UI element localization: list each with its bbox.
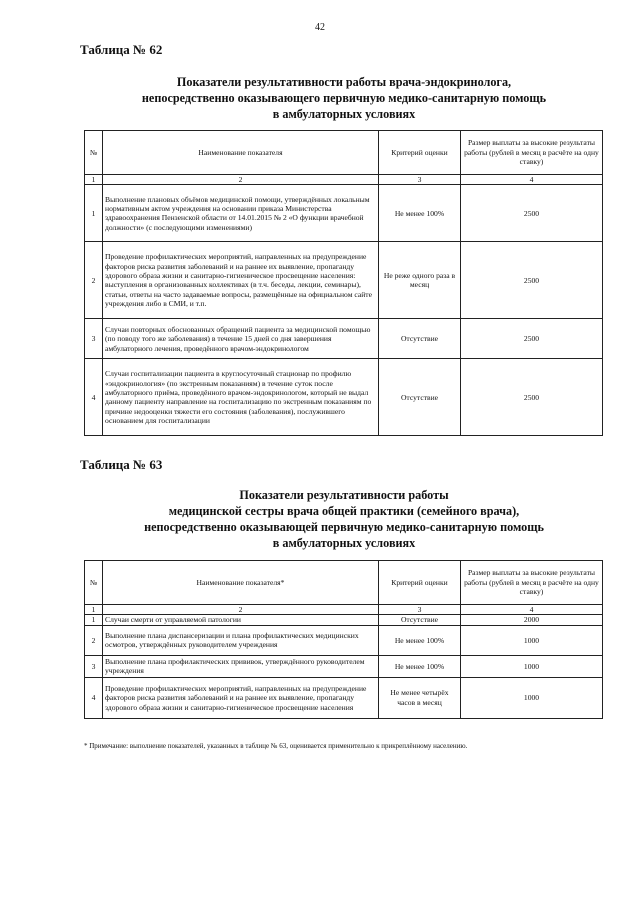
row-payment: 2500 <box>461 359 603 436</box>
row-criterion: Не менее 100% <box>379 655 461 677</box>
table-row <box>85 185 603 242</box>
row-criterion: Отсутствие <box>379 319 461 359</box>
col-index: 4 <box>461 175 603 185</box>
row-name: Выполнение плана диспансеризации и плана профилактических медицинских осмотров, утверждённых руководителем учреждения <box>103 625 379 655</box>
row-payment: 2500 <box>461 242 603 319</box>
caption-line: Показатели результативности работы врача-эндокринолога, <box>176 75 512 89</box>
table-63-caption <box>84 487 604 551</box>
table-63-heading: Таблица № 63 <box>80 457 163 472</box>
col-header-num: № <box>85 561 103 605</box>
col-header-name: Наименование показателя* <box>103 561 379 605</box>
col-header-criterion: Критерий оценки <box>379 561 461 605</box>
row-num: 3 <box>85 655 103 677</box>
row-name: Случаи повторных обоснованных обращений пациента за медицинской помощью (по поводу того же заболевания) в течение 15 дней со дня завершения амбулаторного лечения, проведённого врачом-эндокринологом <box>103 319 379 359</box>
row-criterion: Отсутствие <box>379 359 461 436</box>
col-index: 3 <box>379 175 461 185</box>
row-name: Выполнение плановых объёмов медицинской помощи, утверждённых локальным нормативным актом учреждения на основании приказа Министерства здравоохранения Пензенской области от 14.01.2015 № 2 «О функции врачебной должности» (с последующими изменениями) <box>103 185 379 242</box>
row-name: Случаи смерти от управляемой патологии <box>103 615 379 625</box>
row-payment: 2000 <box>461 615 603 625</box>
row-num: 3 <box>85 319 103 359</box>
row-payment: 1000 <box>461 655 603 677</box>
row-criterion: Не менее 100% <box>379 625 461 655</box>
row-criterion: Не менее 100% <box>379 185 461 242</box>
row-criterion: Не менее четырёх часов в месяц <box>379 677 461 718</box>
table-63 <box>84 560 603 719</box>
footnote: * Примечание: выполнение показателей, указанных в таблице № 63, оценивается применительно к прикреплённому населению. <box>84 742 468 750</box>
column-index-row <box>85 175 603 185</box>
column-index-row <box>85 605 603 615</box>
table-header-row <box>85 561 603 605</box>
row-num: 1 <box>85 185 103 242</box>
row-name: Проведение профилактических мероприятий, направленных на предупреждение факторов риска развития заболеваний и на раннее их выявление, пропаганду здорового образа жизни и санитарно-гигиеническое просвещение населения: выступления в организованных коллективах (в т.ч. беседы, лекции, семинары), статьи, ответы на часто задаваемые вопросы, размещённые на официальном сайте учреждения либо в СМИ, и т.п. <box>103 242 379 319</box>
page-number: 42 <box>315 22 325 33</box>
caption-line: непосредственно оказывающего первичную медико-санитарную помощь <box>141 91 547 105</box>
col-header-num: № <box>85 131 103 175</box>
row-name: Случаи госпитализации пациента в круглосуточный стационар по профилю «эндокринология» (по экстренным показаниям) в течение суток после амбулаторного приёма, проведённого врачом-эндокринологом, который не выдал данному пациенту направление на госпитализацию по экстренным показаниям по причине недооценки тяжести его состояния (заболевания), послужившего основанием для госпитализации <box>103 359 379 436</box>
row-num: 1 <box>85 615 103 625</box>
table-row <box>85 359 603 436</box>
table-row <box>85 625 603 655</box>
table-row <box>85 615 603 625</box>
row-name: Выполнение плана профилактических прививок, утверждённого руководителем учреждения <box>103 655 379 677</box>
row-payment: 2500 <box>461 319 603 359</box>
row-criterion: Не реже одного раза в месяц <box>379 242 461 319</box>
table-row <box>85 319 603 359</box>
table-62 <box>84 130 603 436</box>
table-header-row <box>85 131 603 175</box>
caption-line: медицинской сестры врача общей практики (семейного врача), <box>168 504 520 518</box>
col-index: 2 <box>103 175 379 185</box>
col-index: 2 <box>103 605 379 615</box>
row-num: 2 <box>85 625 103 655</box>
caption-line: в амбулаторных условиях <box>272 536 416 550</box>
col-header-criterion: Критерий оценки <box>379 131 461 175</box>
row-payment: 1000 <box>461 677 603 718</box>
row-num: 4 <box>85 677 103 718</box>
col-header-payment: Размер выплаты за высокие результаты работы (рублей в месяц в расчёте на одну ставку) <box>461 131 603 175</box>
row-payment: 2500 <box>461 185 603 242</box>
caption-line: непосредственно оказывающей первичную медико-санитарную помощь <box>144 520 544 534</box>
col-index: 1 <box>85 605 103 615</box>
caption-line: Показатели результативности работы <box>239 488 449 502</box>
table-row <box>85 655 603 677</box>
table-row <box>85 242 603 319</box>
row-num: 4 <box>85 359 103 436</box>
row-criterion: Отсутствие <box>379 615 461 625</box>
col-header-name: Наименование показателя <box>103 131 379 175</box>
caption-line: в амбулаторных условиях <box>272 107 416 121</box>
table-row <box>85 677 603 718</box>
col-index: 4 <box>461 605 603 615</box>
col-index: 1 <box>85 175 103 185</box>
row-name: Проведение профилактических мероприятий, направленных на предупреждение факторов риска развития заболеваний и на раннее их выявление, пропаганду здорового образа жизни и санитарно-гигиеническое просвещение населения <box>103 677 379 718</box>
table-62-heading: Таблица № 62 <box>80 42 163 57</box>
table-62-caption <box>84 74 604 122</box>
col-index: 3 <box>379 605 461 615</box>
row-num: 2 <box>85 242 103 319</box>
col-header-payment: Размер выплаты за высокие результаты работы (рублей в месяц в расчёте на одну ставку) <box>461 561 603 605</box>
row-payment: 1000 <box>461 625 603 655</box>
